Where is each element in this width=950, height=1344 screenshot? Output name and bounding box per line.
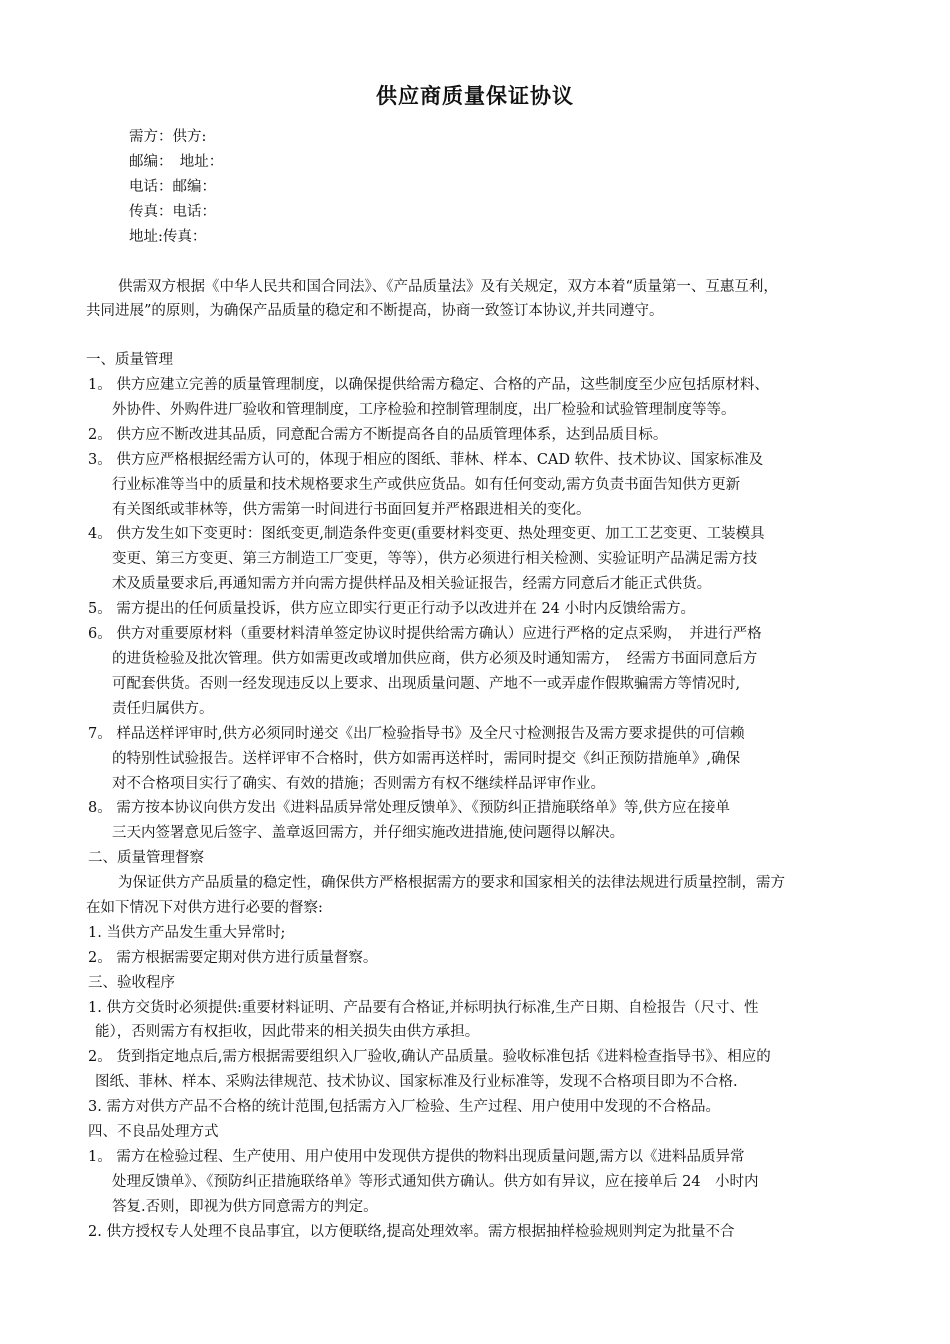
body-line: 5。 需方提出的任何质量投诉，供方应立即实行更正行动予以改进并在 24 小时内反馈给需方。 [88,601,695,617]
body-line: 3。 供方应严格根据经需方认可的，体现于相应的图纸、菲林、样本、CAD 软件、技术协议、国家标准及 [88,452,764,468]
body-line: 的进货检验及批次管理。供方如需更改或增加供应商，供方必须及时通知需方， 经需方书面同意后方 [112,651,758,667]
party-info-line: 邮编： 地址： [129,154,224,170]
body-line: 术及质量要求后,再通知需方并向需方提供样品及相关验证报告，经需方同意后才能正式供货。 [112,576,712,592]
body-line: 1. 供方交货时必须提供:重要材料证明、产品要有合格证,并标明执行标准,生产日期、自检报告（尺寸、性 [88,1000,759,1016]
body-line: 可配套供货。否则一经发现违反以上要求、出现质量问题、产地不一或弄虚作假欺骗需方等情况时, [112,676,741,692]
body-line: 3. 需方对供方产品不合格的统计范围,包括需方入厂检验、生产过程、用户使用中发现的不合格品。 [88,1099,721,1115]
body-line: 2。 需方根据需要定期对供方进行质量督察。 [88,950,378,966]
body-line: 能），否则需方有权拒收，因此带来的相关损失由供方承担。 [95,1024,480,1040]
body-line: 8。 需方按本协议向供方发出《进料品质异常处理反馈单》、《预防纠正措施联络单》等,供方应在接单 [88,800,730,816]
party-info-line: 传真：电话： [129,204,216,220]
body-line: 1。 供方应建立完善的质量管理制度，以确保提供给需方稳定、合格的产品，这些制度至少应包括原材料、 [88,377,769,393]
section-heading: 二、质量管理督察 [88,850,204,866]
body-line: 供需双方根据《中华人民共和国合同法》、《产品质量法》及有关规定，双方本着“质量第一、互惠互利， [118,279,778,295]
body-line: 在如下情况下对供方进行必要的督察: [86,900,323,916]
body-line: 行业标准等当中的质量和技术规格要求生产或供应货品。如有任何变动,需方负责书面告知供方更新 [112,477,741,493]
body-line: 答复.否则，即视为供方同意需方的判定。 [112,1199,378,1215]
party-info-line: 需方：供方: [129,129,207,145]
party-info-line: 电话：邮编： [129,179,216,195]
body-line: 图纸、菲林、样本、采购法律规范、技术协议、国家标准及行业标准等，发现不合格项目即为不合格. [95,1074,738,1090]
body-line: 的特别性试验报告。送样评审不合格时，供方如需再送样时，需同时提交《纠正预防措施单》,确保 [112,751,741,767]
body-line: 变更、第三方变更、第三方制造工厂变更，等等），供方必须进行相关检测、实验证明产品满足需方技 [112,551,758,567]
section-heading: 三、验收程序 [88,975,175,991]
body-line: 2。 供方应不断改进其品质，同意配合需方不断提高各自的品质管理体系，达到品质目标。 [88,427,668,443]
body-line: 对不合格项目实行了确实、有效的措施；否则需方有权不继续样品评审作业。 [112,776,605,792]
body-line: 4。 供方发生如下变更时：图纸变更,制造条件变更(重要材料变更、热处理变更、加工工艺变更、工装模具 [88,526,765,542]
body-line: 有关图纸或菲林等，供方需第一时间进行书面回复并严格跟进相关的变化。 [112,502,591,518]
party-info-line: 地址:传真： [129,229,207,245]
body-line: 2。 货到指定地点后,需方根据需要组织入厂验收,确认产品质量。验收标准包括《进料检查指导书》、相应的 [88,1049,771,1065]
body-line: 为保证供方产品质量的稳定性，确保供方严格根据需方的要求和国家相关的法律法规进行质量控制，需方 [118,875,785,891]
section-heading: 四、不良品处理方式 [88,1124,219,1140]
body-line: 共同进展”的原则，为确保产品质量的稳定和不断提高，协商一致签订本协议,并共同遵守。 [86,303,664,319]
body-line: 处理反馈单》、《预防纠正措施联络单》等形式通知供方确认。供方如有异议，应在接单后 24 小时内 [112,1174,759,1190]
body-line: 1。 需方在检验过程、生产使用、用户使用中发现供方提供的物料出现质量问题,需方以《进料品质异常 [88,1149,745,1165]
body-line: 6。 供方对重要原材料（重要材料清单签定协议时提供给需方确认）应进行严格的定点采购， 并进行严格 [88,626,762,642]
body-line: 1. 当供方产品发生重大异常时; [88,925,286,941]
body-line: 2. 供方授权专人处理不良品事宜，以方便联络,提高处理效率。需方根据抽样检验规则判定为批量不合 [88,1224,735,1240]
body-line: 三天内签署意见后签字、盖章返回需方，并仔细实施改进措施,使问题得以解决。 [112,825,625,841]
section-heading: 一、质量管理 [86,352,173,368]
document-title: 供应商质量保证协议 [376,83,574,108]
body-line: 责任归属供方。 [112,701,214,717]
body-line: 7。 样品送样评审时,供方必须同时递交《出厂检验指导书》及全尺寸检测报告及需方要求提供的可信赖 [88,726,745,742]
body-line: 外协件、外购件进厂验收和管理制度，工序检验和控制管理制度，出厂检验和试验管理制度等等。 [112,402,736,418]
